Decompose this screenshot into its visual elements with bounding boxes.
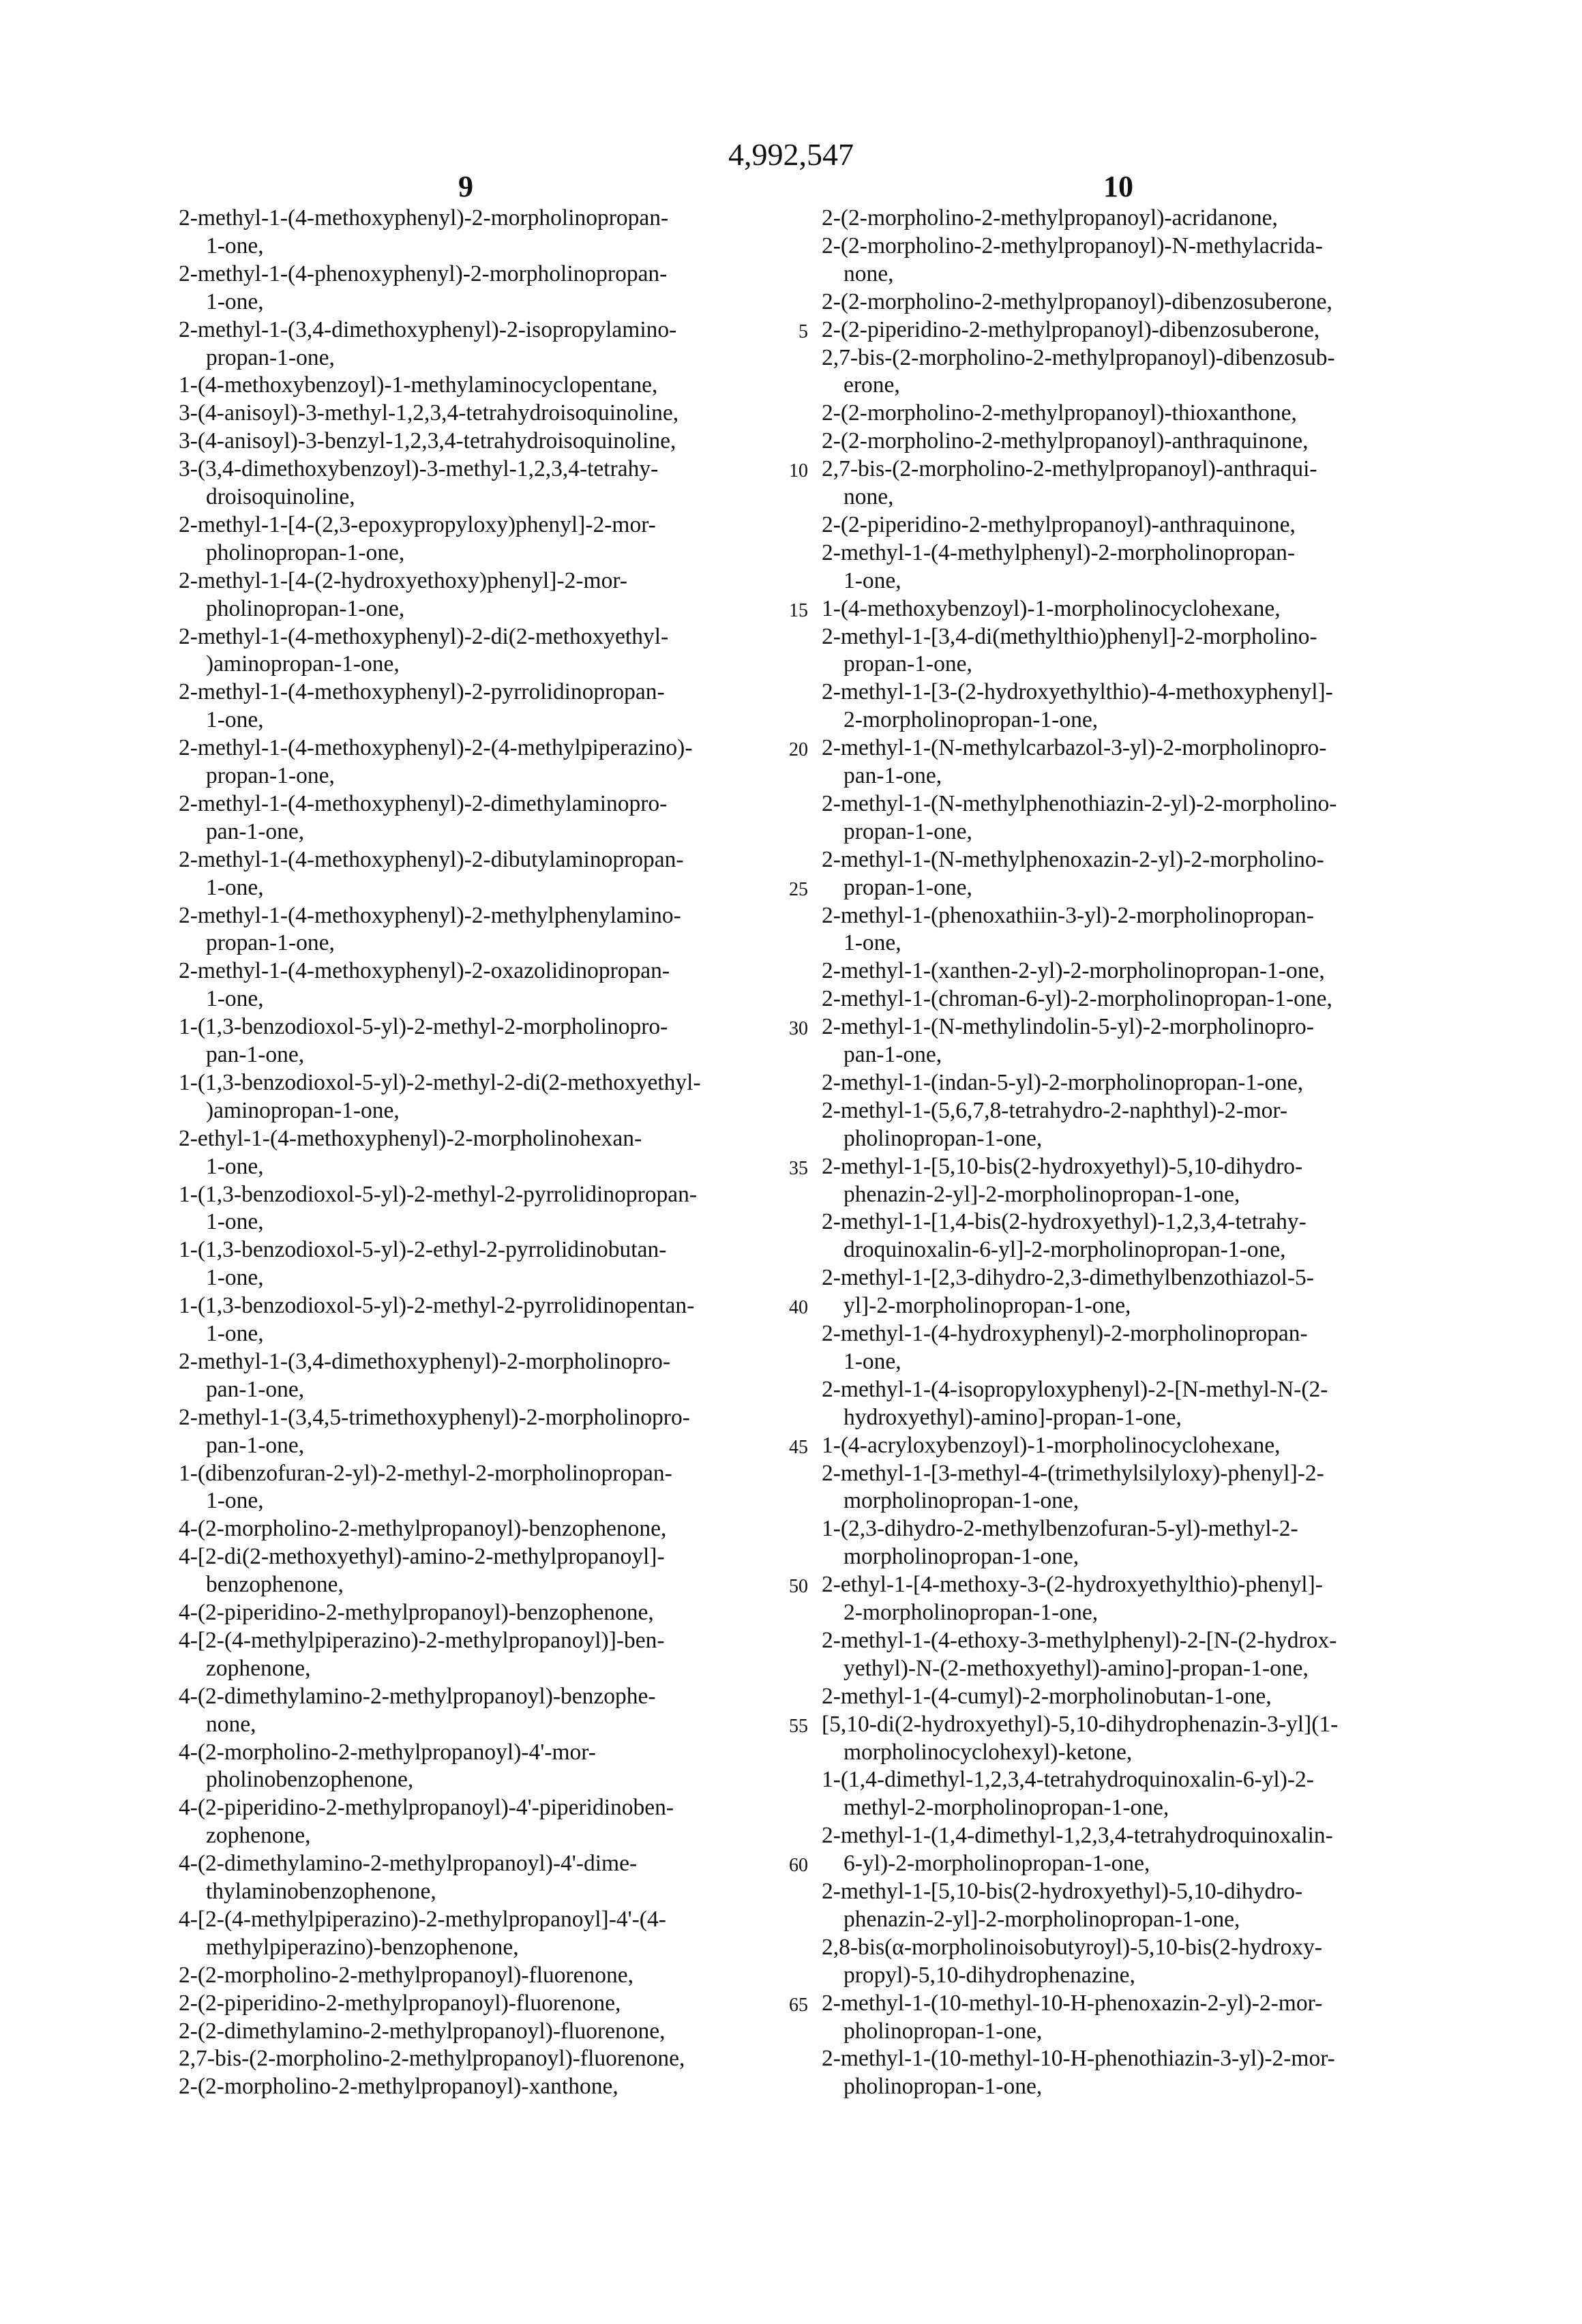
list-item: 2-methyl-1-[1,4-bis(2-hydroxyethyl)-1,2,3,4-tetrahy- bbox=[822, 1208, 1307, 1236]
list-item-continuation: 1-one, bbox=[206, 1208, 264, 1236]
list-item: 2,7-bis-(2-morpholino-2-methylpropanoyl)-dibenzosub- bbox=[822, 344, 1335, 372]
line-number: 30 bbox=[767, 1015, 808, 1043]
list-item-continuation: pan-1-one, bbox=[206, 1432, 304, 1459]
list-item: 4-(2-morpholino-2-methylpropanoyl)-benzophenone, bbox=[179, 1515, 666, 1543]
list-item: 2-(2-piperidino-2-methylpropanoyl)-fluorenone, bbox=[179, 1990, 621, 2017]
list-item: 2-methyl-1-(4-isopropyloxyphenyl)-2-[N-methyl-N-(2- bbox=[822, 1376, 1328, 1403]
list-item-continuation: 1-one, bbox=[206, 1320, 264, 1347]
list-item-continuation: morpholinocyclohexyl)-ketone, bbox=[844, 1739, 1132, 1766]
list-item-continuation: yl]-2-morpholinopropan-1-one, bbox=[844, 1292, 1131, 1320]
list-item: 1-(1,3-benzodioxol-5-yl)-2-ethyl-2-pyrrolidinobutan- bbox=[179, 1236, 666, 1264]
list-item-continuation: propan-1-one, bbox=[206, 344, 335, 372]
list-item: 2-methyl-1-[4-(2,3-epoxypropyloxy)phenyl]-2-mor- bbox=[179, 511, 656, 539]
list-item: 2-methyl-1-(4-methoxyphenyl)-2-(4-methylpiperazino)- bbox=[179, 734, 693, 762]
list-item-continuation: 2-morpholinopropan-1-one, bbox=[844, 1599, 1098, 1626]
page-number-left: 9 bbox=[458, 169, 473, 204]
list-item-continuation: 6-yl)-2-morpholinopropan-1-one, bbox=[844, 1850, 1150, 1877]
list-item: 2-methyl-1-(N-methylphenoxazin-2-yl)-2-morpholino- bbox=[822, 846, 1324, 874]
line-number: 60 bbox=[767, 1852, 808, 1879]
list-item-continuation: hydroxyethyl)-amino]-propan-1-one, bbox=[844, 1404, 1182, 1431]
list-item: 4-[2-(4-methylpiperazino)-2-methylpropanoyl]-4'-(4- bbox=[179, 1906, 666, 1933]
list-item-continuation: 1-one, bbox=[844, 1348, 901, 1375]
list-item-continuation: phenazin-2-yl]-2-morpholinopropan-1-one, bbox=[844, 1906, 1240, 1933]
list-item-continuation: 1-one, bbox=[844, 929, 901, 957]
list-item-continuation: )aminopropan-1-one, bbox=[206, 1097, 400, 1124]
list-item: 2-methyl-1-[5,10-bis(2-hydroxyethyl)-5,10-dihydro- bbox=[822, 1153, 1302, 1180]
list-item: 2-methyl-1-[4-(2-hydroxyethoxy)phenyl]-2-mor- bbox=[179, 567, 627, 595]
list-item: 2-(2-piperidino-2-methylpropanoyl)-dibenzosuberone, bbox=[822, 316, 1319, 344]
line-number: 15 bbox=[767, 597, 808, 625]
list-item-continuation: propan-1-one, bbox=[206, 762, 335, 790]
list-item: 2-methyl-1-(4-methoxyphenyl)-2-oxazolidinopropan- bbox=[179, 957, 670, 985]
list-item: 2-methyl-1-(4-methoxyphenyl)-2-methylphenylamino- bbox=[179, 902, 681, 929]
page-number-right: 10 bbox=[1103, 169, 1133, 204]
list-item-continuation: none, bbox=[206, 1711, 256, 1738]
list-item: 1-(dibenzofuran-2-yl)-2-methyl-2-morpholinopropan- bbox=[179, 1460, 672, 1487]
list-item: 2-methyl-1-(4-methoxyphenyl)-2-morpholinopropan- bbox=[179, 205, 668, 232]
list-item: 2-methyl-1-(4-methoxyphenyl)-2-pyrrolidinopropan- bbox=[179, 679, 665, 706]
list-item: 2,8-bis(α-morpholinoisobutyroyl)-5,10-bis(2-hydroxy- bbox=[822, 1934, 1322, 1961]
list-item-continuation: pan-1-one, bbox=[844, 762, 942, 790]
list-item-continuation: 1-one, bbox=[206, 1264, 264, 1292]
list-item: 1-(1,3-benzodioxol-5-yl)-2-methyl-2-pyrrolidinopentan- bbox=[179, 1292, 694, 1320]
list-item-continuation: propan-1-one, bbox=[844, 818, 972, 846]
list-item: 4-(2-dimethylamino-2-methylpropanoyl)-benzophe- bbox=[179, 1683, 656, 1710]
list-item-continuation: droisoquinoline, bbox=[206, 483, 355, 511]
list-item: 2-methyl-1-(N-methylindolin-5-yl)-2-morpholinopro- bbox=[822, 1013, 1314, 1041]
list-item-continuation: 2-morpholinopropan-1-one, bbox=[844, 706, 1098, 734]
list-item: 2-(2-piperidino-2-methylpropanoyl)-anthraquinone, bbox=[822, 511, 1296, 539]
list-item-continuation: pan-1-one, bbox=[844, 1041, 942, 1069]
list-item: 2-methyl-1-(chroman-6-yl)-2-morpholinopropan-1-one, bbox=[822, 985, 1332, 1013]
list-item: 2-methyl-1-(N-methylphenothiazin-2-yl)-2-morpholino- bbox=[822, 790, 1337, 818]
list-item: 1-(4-methoxybenzoyl)-1-methylaminocyclopentane, bbox=[179, 372, 657, 399]
list-item: 2,7-bis-(2-morpholino-2-methylpropanoyl)-anthraqui- bbox=[822, 456, 1317, 483]
list-item: 2-methyl-1-(3,4-dimethoxyphenyl)-2-morpholinopro- bbox=[179, 1348, 670, 1375]
list-item: 1-(2,3-dihydro-2-methylbenzofuran-5-yl)-methyl-2- bbox=[822, 1515, 1298, 1543]
list-item: 2-methyl-1-(xanthen-2-yl)-2-morpholinopropan-1-one, bbox=[822, 957, 1325, 985]
list-item-continuation: 1-one, bbox=[844, 567, 901, 595]
list-item-continuation: zophenone, bbox=[206, 1655, 310, 1682]
list-item: 2-methyl-1-(4-cumyl)-2-morpholinobutan-1-one, bbox=[822, 1683, 1272, 1710]
list-item-continuation: droquinoxalin-6-yl]-2-morpholinopropan-1-one, bbox=[844, 1236, 1285, 1264]
list-item-continuation: none, bbox=[844, 483, 894, 511]
list-item-continuation: propyl)-5,10-dihydrophenazine, bbox=[844, 1962, 1135, 1989]
list-item: 1-(1,3-benzodioxol-5-yl)-2-methyl-2-pyrrolidinopropan- bbox=[179, 1181, 697, 1208]
list-item-continuation: pholinopropan-1-one, bbox=[844, 2073, 1042, 2100]
list-item: 2-methyl-1-(10-methyl-10-H-phenothiazin-3-yl)-2-mor- bbox=[822, 2045, 1335, 2072]
list-item: 2-methyl-1-(4-methylphenyl)-2-morpholinopropan- bbox=[822, 539, 1295, 567]
list-item: 2-(2-morpholino-2-methylpropanoyl)-acridanone, bbox=[822, 205, 1278, 232]
list-item-continuation: pholinopropan-1-one, bbox=[844, 2018, 1042, 2045]
list-item: 2-methyl-1-(5,6,7,8-tetrahydro-2-naphthyl)-2-mor- bbox=[822, 1097, 1287, 1124]
list-item-continuation: 1-one, bbox=[206, 233, 264, 260]
list-item: 2-(2-morpholino-2-methylpropanoyl)-N-methylacrida- bbox=[822, 233, 1323, 260]
list-item-continuation: pan-1-one, bbox=[206, 818, 304, 846]
list-item-continuation: pholinobenzophenone, bbox=[206, 1766, 413, 1793]
list-item-continuation: benzophenone, bbox=[206, 1571, 344, 1598]
list-item: 3-(4-anisoyl)-3-benzyl-1,2,3,4-tetrahydroisoquinoline, bbox=[179, 428, 676, 455]
list-item: 1-(4-acryloxybenzoyl)-1-morpholinocyclohexane, bbox=[822, 1432, 1281, 1459]
list-item: 3-(3,4-dimethoxybenzoyl)-3-methyl-1,2,3,4-tetrahy- bbox=[179, 456, 658, 483]
list-item: 4-(2-dimethylamino-2-methylpropanoyl)-4'-dime- bbox=[179, 1850, 637, 1877]
list-item-continuation: erone, bbox=[844, 372, 900, 399]
list-item: 2-ethyl-1-[4-methoxy-3-(2-hydroxyethylthio)-phenyl]- bbox=[822, 1571, 1323, 1598]
list-item-continuation: 1-one, bbox=[206, 985, 264, 1013]
list-item: 2-methyl-1-(1,4-dimethyl-1,2,3,4-tetrahydroquinoxalin- bbox=[822, 1822, 1333, 1849]
list-item: 2,7-bis-(2-morpholino-2-methylpropanoyl)-fluorenone, bbox=[179, 2045, 685, 2072]
list-item: 2-methyl-1-(10-methyl-10-H-phenoxazin-2-yl)-2-mor- bbox=[822, 1990, 1322, 2017]
line-number: 55 bbox=[767, 1713, 808, 1740]
list-item-continuation: 1-one, bbox=[206, 1153, 264, 1180]
list-item: 2-methyl-1-(4-methoxyphenyl)-2-di(2-methoxyethyl- bbox=[179, 623, 668, 651]
line-number: 35 bbox=[767, 1155, 808, 1182]
list-item-continuation: propan-1-one, bbox=[206, 929, 335, 957]
list-item: 4-(2-morpholino-2-methylpropanoyl)-4'-mor- bbox=[179, 1739, 596, 1766]
list-item: 4-(2-piperidino-2-methylpropanoyl)-4'-piperidinoben- bbox=[179, 1794, 674, 1821]
list-item-continuation: propan-1-one, bbox=[844, 874, 972, 902]
line-number: 5 bbox=[767, 318, 808, 346]
line-number: 50 bbox=[767, 1573, 808, 1600]
list-item: 2-methyl-1-(4-methoxyphenyl)-2-dimethylaminopro- bbox=[179, 790, 667, 818]
list-item: 1-(1,4-dimethyl-1,2,3,4-tetrahydroquinoxalin-6-yl)-2- bbox=[822, 1766, 1314, 1793]
list-item: 2-methyl-1-[2,3-dihydro-2,3-dimethylbenzothiazol-5- bbox=[822, 1264, 1314, 1292]
list-item-continuation: zophenone, bbox=[206, 1822, 310, 1849]
list-item-continuation: yethyl)-N-(2-methoxyethyl)-amino]-propan-1-one, bbox=[844, 1655, 1309, 1682]
line-number: 65 bbox=[767, 1992, 808, 2019]
line-number: 20 bbox=[767, 736, 808, 764]
list-item-continuation: 1-one, bbox=[206, 874, 264, 902]
list-item: 2-(2-morpholino-2-methylpropanoyl)-xanthone, bbox=[179, 2073, 618, 2100]
list-item: 2-methyl-1-[5,10-bis(2-hydroxyethyl)-5,10-dihydro- bbox=[822, 1878, 1302, 1905]
list-item: 2-(2-morpholino-2-methylpropanoyl)-fluorenone, bbox=[179, 1962, 633, 1989]
list-item: 2-methyl-1-(3,4,5-trimethoxyphenyl)-2-morpholinopro- bbox=[179, 1404, 690, 1431]
list-item-continuation: morpholinopropan-1-one, bbox=[844, 1487, 1079, 1515]
list-item: 1-(1,3-benzodioxol-5-yl)-2-methyl-2-morpholinopro- bbox=[179, 1013, 668, 1041]
list-item: 2-methyl-1-[3,4-di(methylthio)phenyl]-2-morpholino- bbox=[822, 623, 1317, 651]
list-item-continuation: pholinopropan-1-one, bbox=[206, 595, 404, 623]
list-item-continuation: morpholinopropan-1-one, bbox=[844, 1543, 1079, 1570]
list-item-continuation: 1-one, bbox=[206, 706, 264, 734]
list-item: 2-methyl-1-(indan-5-yl)-2-morpholinopropan-1-one, bbox=[822, 1069, 1303, 1097]
list-item: 4-[2-(4-methylpiperazino)-2-methylpropanoyl)]-ben- bbox=[179, 1627, 665, 1654]
line-number: 25 bbox=[767, 876, 808, 904]
list-item-continuation: 1-one, bbox=[206, 1487, 264, 1515]
list-item: 2-methyl-1-(N-methylcarbazol-3-yl)-2-morpholinopro- bbox=[822, 734, 1326, 762]
list-item: 4-(2-piperidino-2-methylpropanoyl)-benzophenone, bbox=[179, 1599, 654, 1626]
list-item: 2-methyl-1-[3-methyl-4-(trimethylsilyloxy)-phenyl]-2- bbox=[822, 1460, 1324, 1487]
patent-number: 4,992,547 bbox=[0, 136, 1582, 173]
list-item: 2-(2-morpholino-2-methylpropanoyl)-thioxanthone, bbox=[822, 400, 1297, 427]
list-item-continuation: pholinopropan-1-one, bbox=[844, 1125, 1042, 1152]
list-item: 2-ethyl-1-(4-methoxyphenyl)-2-morpholinohexan- bbox=[179, 1125, 642, 1152]
list-item: [5,10-di(2-hydroxyethyl)-5,10-dihydrophenazin-3-yl](1- bbox=[822, 1711, 1338, 1738]
list-item: 2-methyl-1-(4-methoxyphenyl)-2-dibutylaminopropan- bbox=[179, 846, 684, 874]
line-number: 10 bbox=[767, 458, 808, 485]
list-item: 3-(4-anisoyl)-3-methyl-1,2,3,4-tetrahydroisoquinoline, bbox=[179, 400, 678, 427]
list-item: 2-methyl-1-[3-(2-hydroxyethylthio)-4-methoxyphenyl]- bbox=[822, 679, 1333, 706]
list-item: 2-(2-dimethylamino-2-methylpropanoyl)-fluorenone, bbox=[179, 2018, 666, 2045]
list-item-continuation: thylaminobenzophenone, bbox=[206, 1878, 436, 1905]
list-item: 1-(4-methoxybenzoyl)-1-morpholinocyclohexane, bbox=[822, 595, 1281, 623]
list-item: 2-methyl-1-(4-phenoxyphenyl)-2-morpholinopropan- bbox=[179, 260, 667, 288]
list-item: 2-methyl-1-(4-hydroxyphenyl)-2-morpholinopropan- bbox=[822, 1320, 1308, 1347]
list-item-continuation: pan-1-one, bbox=[206, 1376, 304, 1403]
list-item: 2-methyl-1-(4-ethoxy-3-methylphenyl)-2-[N-(2-hydrox- bbox=[822, 1627, 1337, 1654]
list-item-continuation: 1-one, bbox=[206, 288, 264, 316]
list-item: 2-methyl-1-(3,4-dimethoxyphenyl)-2-isopropylamino- bbox=[179, 316, 676, 344]
list-item-continuation: pholinopropan-1-one, bbox=[206, 539, 404, 567]
list-item-continuation: phenazin-2-yl]-2-morpholinopropan-1-one, bbox=[844, 1181, 1240, 1208]
list-item-continuation: )aminopropan-1-one, bbox=[206, 651, 400, 678]
list-item: 2-(2-morpholino-2-methylpropanoyl)-dibenzosuberone, bbox=[822, 288, 1332, 316]
list-item: 2-(2-morpholino-2-methylpropanoyl)-anthraquinone, bbox=[822, 428, 1309, 455]
list-item: 1-(1,3-benzodioxol-5-yl)-2-methyl-2-di(2-methoxyethyl- bbox=[179, 1069, 701, 1097]
list-item-continuation: methylpiperazino)-benzophenone, bbox=[206, 1934, 519, 1961]
line-number: 45 bbox=[767, 1434, 808, 1461]
line-number: 40 bbox=[767, 1294, 808, 1322]
list-item-continuation: propan-1-one, bbox=[844, 651, 972, 678]
list-item: 2-methyl-1-(phenoxathiin-3-yl)-2-morpholinopropan- bbox=[822, 902, 1314, 929]
list-item: 4-[2-di(2-methoxyethyl)-amino-2-methylpropanoyl]- bbox=[179, 1543, 665, 1570]
list-item-continuation: methyl-2-morpholinopropan-1-one, bbox=[844, 1794, 1169, 1821]
list-item-continuation: none, bbox=[844, 260, 894, 288]
list-item-continuation: pan-1-one, bbox=[206, 1041, 304, 1069]
